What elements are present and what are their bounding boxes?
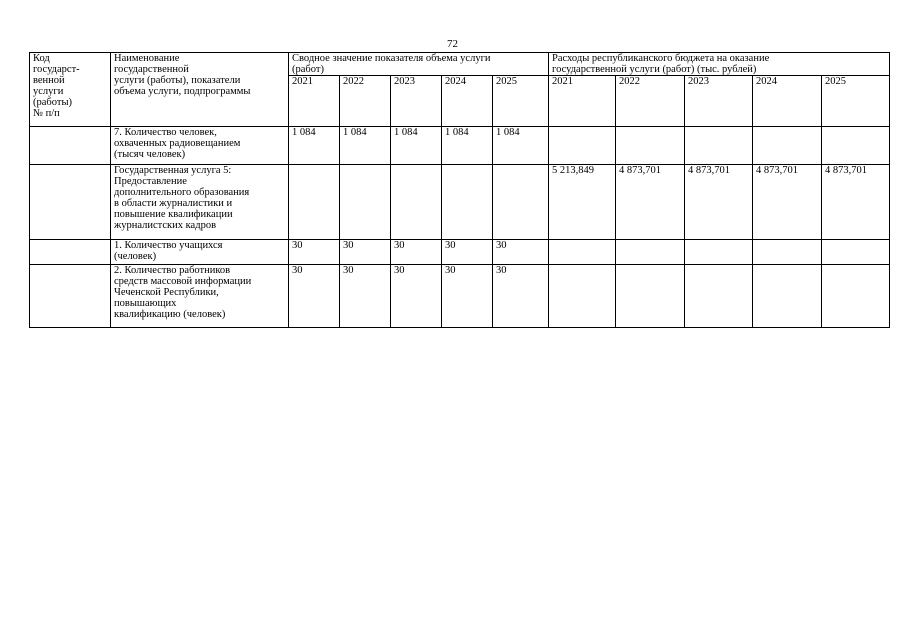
budget-cell [822, 265, 890, 328]
table-row [30, 127, 890, 165]
row-code [30, 265, 111, 328]
budget-cell: 5 213,849 [549, 165, 616, 240]
header-budget-year: 2025 [822, 76, 890, 127]
row-code [30, 127, 111, 165]
header-budget-group: Расходы республиканского бюджета на оказание государственной услуги (работ) (тыс. рублей) [549, 53, 890, 76]
volume-cell: 30 [442, 240, 493, 265]
budget-cell [753, 265, 822, 328]
budget-cell: 4 873,701 [753, 165, 822, 240]
table-row [30, 240, 890, 265]
row-name: 2. Количество работников средств массовой информации Чеченской Республики, повышающих квалификацию (человек) [111, 265, 289, 328]
header-volume-year: 2023 [391, 76, 442, 127]
volume-cell: 30 [391, 240, 442, 265]
volume-cell: 30 [340, 265, 391, 328]
volume-cell: 1 084 [493, 127, 549, 165]
header-budget-year: 2024 [753, 76, 822, 127]
volume-cell: 30 [493, 265, 549, 328]
header-budget-year: 2023 [685, 76, 753, 127]
header-name: Наименование государственной услуги (работы), показатели объема услуги, подпрограммы [111, 53, 289, 127]
budget-cell [822, 127, 890, 165]
volume-cell [391, 165, 442, 240]
page-number: 72 [447, 38, 458, 50]
budget-table [29, 52, 890, 328]
header-budget-year: 2021 [549, 76, 616, 127]
volume-cell: 30 [493, 240, 549, 265]
budget-cell [753, 127, 822, 165]
budget-cell [822, 240, 890, 265]
header-volume-group: Сводное значение показателя объема услуги (работ) [289, 53, 549, 76]
row-name: 1. Количество учащихся (человек) [111, 240, 289, 265]
budget-cell [685, 265, 753, 328]
table-row [30, 165, 890, 240]
budget-cell [549, 265, 616, 328]
volume-cell: 30 [442, 265, 493, 328]
row-name: 7. Количество человек, охваченных радиовещанием (тысяч человек) [111, 127, 289, 165]
header-budget-year: 2022 [616, 76, 685, 127]
volume-cell: 30 [289, 265, 340, 328]
header-volume-year: 2022 [340, 76, 391, 127]
volume-cell [442, 165, 493, 240]
header-volume-year: 2024 [442, 76, 493, 127]
budget-cell [616, 265, 685, 328]
budget-cell [616, 240, 685, 265]
volume-cell [493, 165, 549, 240]
volume-cell: 30 [289, 240, 340, 265]
budget-cell [685, 240, 753, 265]
budget-cell [616, 127, 685, 165]
volume-cell: 30 [391, 265, 442, 328]
header-row-groups [30, 53, 890, 76]
volume-cell: 1 084 [340, 127, 391, 165]
volume-cell [340, 165, 391, 240]
table-row [30, 265, 890, 328]
header-code: Код государст- венной услуги (работы) № п/п [30, 53, 111, 127]
header-volume-year: 2021 [289, 76, 340, 127]
row-name: Государственная услуга 5: Предоставление дополнительного образования в области журналистики и повышение квалификации журналистских кадров [111, 165, 289, 240]
volume-cell: 1 084 [289, 127, 340, 165]
row-code [30, 165, 111, 240]
budget-cell: 4 873,701 [685, 165, 753, 240]
budget-cell [753, 240, 822, 265]
header-volume-year: 2025 [493, 76, 549, 127]
budget-cell [549, 127, 616, 165]
volume-cell: 30 [340, 240, 391, 265]
budget-cell: 4 873,701 [822, 165, 890, 240]
budget-cell [549, 240, 616, 265]
row-code [30, 240, 111, 265]
volume-cell: 1 084 [391, 127, 442, 165]
volume-cell: 1 084 [442, 127, 493, 165]
budget-cell: 4 873,701 [616, 165, 685, 240]
volume-cell [289, 165, 340, 240]
budget-cell [685, 127, 753, 165]
